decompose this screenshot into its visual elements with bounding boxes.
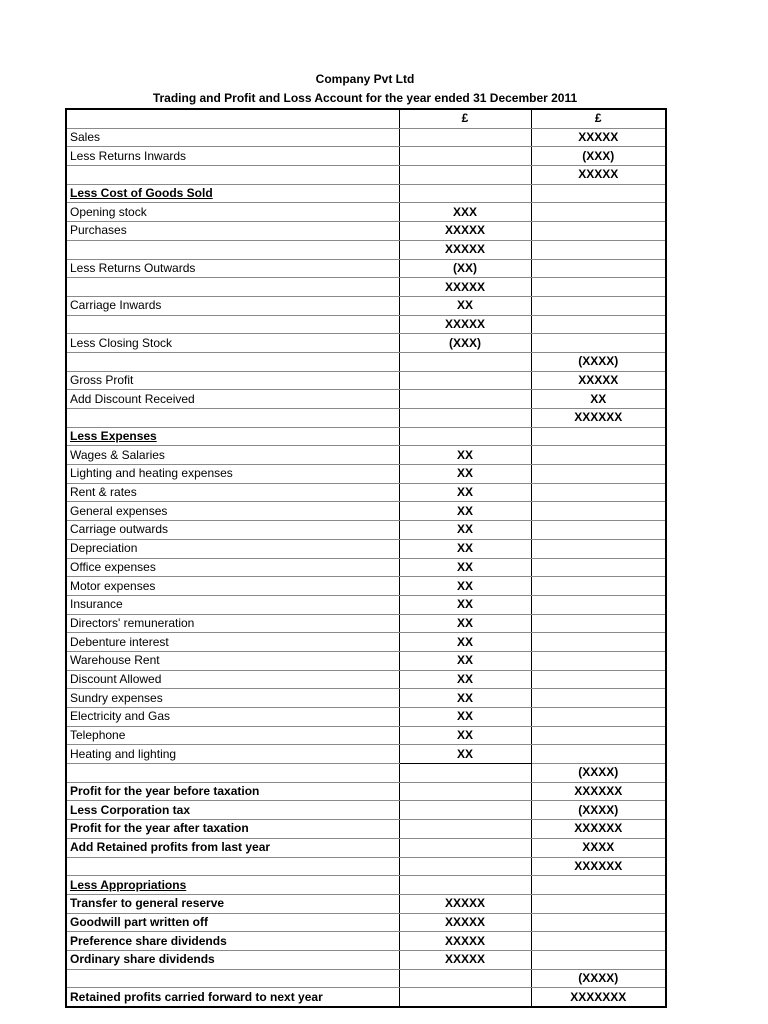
row-amount-col3 [531, 876, 666, 895]
company-name: Company Pvt Ltd [315, 72, 415, 86]
table-row [66, 427, 666, 446]
table-row [66, 352, 666, 371]
row-label: Insurance [66, 595, 399, 614]
row-amount-col3 [531, 446, 666, 465]
row-amount-col2 [399, 988, 531, 1007]
row-amount-col3 [531, 932, 666, 951]
row-amount-col3 [531, 203, 666, 222]
row-amount-col2: XX [399, 633, 531, 652]
table-row [66, 203, 666, 222]
table-row [66, 745, 666, 764]
row-label [66, 352, 399, 371]
table-row [66, 820, 666, 839]
table-row [66, 371, 666, 390]
row-amount-col3 [531, 465, 666, 484]
table-row [66, 782, 666, 801]
row-amount-col2 [399, 782, 531, 801]
row-amount-col3 [531, 726, 666, 745]
row-amount-col3 [531, 240, 666, 259]
row-amount-col2: XX [399, 539, 531, 558]
row-amount-col2: (XXX) [399, 334, 531, 353]
table-row [66, 558, 666, 577]
row-amount-col2: (XX) [399, 259, 531, 278]
row-amount-col2: XX [399, 521, 531, 540]
row-amount-col2: XX [399, 483, 531, 502]
table-row [66, 614, 666, 633]
table-row [66, 446, 666, 465]
row-amount-col3 [531, 296, 666, 315]
row-label: Depreciation [66, 539, 399, 558]
table-row [66, 128, 666, 147]
row-amount-col3: XXXXXX [531, 857, 666, 876]
table-row [66, 988, 666, 1007]
row-label: Less Closing Stock [66, 334, 399, 353]
row-amount-col2: XXXXX [399, 932, 531, 951]
row-label: Less Corporation tax [66, 801, 399, 820]
row-amount-col3 [531, 502, 666, 521]
table-row [66, 334, 666, 353]
row-amount-col2 [399, 166, 531, 185]
row-amount-col2 [399, 427, 531, 446]
table-row [66, 222, 666, 241]
row-amount-col2 [399, 390, 531, 409]
row-label: Purchases [66, 222, 399, 241]
row-amount-col3: XXXXXX [531, 820, 666, 839]
row-label: Sales [66, 128, 399, 147]
table-row [66, 502, 666, 521]
header-currency-col3: £ [531, 109, 666, 128]
row-amount-col3: XXXXX [531, 128, 666, 147]
row-label: Sundry expenses [66, 689, 399, 708]
row-label: Less Expenses [66, 427, 399, 446]
row-amount-col2: XX [399, 708, 531, 727]
row-label: Add Retained profits from last year [66, 838, 399, 857]
row-label: Heating and lighting [66, 745, 399, 764]
row-amount-col2 [399, 147, 531, 166]
row-amount-col2 [399, 371, 531, 390]
row-label [66, 315, 399, 334]
row-amount-col2: XXXXX [399, 894, 531, 913]
row-amount-col2 [399, 876, 531, 895]
table-row [66, 689, 666, 708]
row-amount-col3: (XXXX) [531, 969, 666, 988]
row-label: Discount Allowed [66, 670, 399, 689]
row-amount-col3 [531, 745, 666, 764]
row-amount-col2: XXXXX [399, 278, 531, 297]
row-label: Motor expenses [66, 577, 399, 596]
row-label [66, 969, 399, 988]
row-amount-col2: XXX [399, 203, 531, 222]
row-amount-col2: XX [399, 595, 531, 614]
row-label: Add Discount Received [66, 390, 399, 409]
table-row [66, 651, 666, 670]
table-row [66, 670, 666, 689]
row-label: Debenture interest [66, 633, 399, 652]
row-label [66, 409, 399, 428]
row-amount-col2: XXXXX [399, 913, 531, 932]
row-amount-col2: XXXXX [399, 315, 531, 334]
row-label: Carriage outwards [66, 521, 399, 540]
row-label: Opening stock [66, 203, 399, 222]
row-amount-col2: XX [399, 651, 531, 670]
row-amount-col3: (XXX) [531, 147, 666, 166]
row-amount-col3 [531, 614, 666, 633]
table-row [66, 913, 666, 932]
row-amount-col3 [531, 558, 666, 577]
row-amount-col2: XXXXX [399, 240, 531, 259]
row-label: Wages & Salaries [66, 446, 399, 465]
table-row [66, 857, 666, 876]
table-row [66, 184, 666, 203]
table-row [66, 240, 666, 259]
row-amount-col3 [531, 577, 666, 596]
row-amount-col2: XX [399, 446, 531, 465]
row-amount-col3 [531, 483, 666, 502]
table-row [66, 932, 666, 951]
table-row [66, 633, 666, 652]
table-row [66, 521, 666, 540]
row-amount-col3 [531, 184, 666, 203]
row-amount-col3 [531, 894, 666, 913]
row-amount-col3: XXXX [531, 838, 666, 857]
row-label [66, 764, 399, 783]
row-amount-col2: XX [399, 689, 531, 708]
row-amount-col3: XXXXXX [531, 782, 666, 801]
row-label: Ordinary share dividends [66, 950, 399, 969]
table-row [66, 969, 666, 988]
row-label: Carriage Inwards [66, 296, 399, 315]
row-amount-col3 [531, 633, 666, 652]
table-row [66, 465, 666, 484]
table-row [66, 147, 666, 166]
row-amount-col3 [531, 334, 666, 353]
row-label: Less Appropriations [66, 876, 399, 895]
table-row [66, 838, 666, 857]
table-row [66, 259, 666, 278]
table-row [66, 577, 666, 596]
row-amount-col3: XXXXXX [531, 409, 666, 428]
row-amount-col2: XXXXX [399, 950, 531, 969]
row-label: Telephone [66, 726, 399, 745]
row-amount-col2: XX [399, 296, 531, 315]
header-row [66, 109, 666, 128]
table-row [66, 166, 666, 185]
row-amount-col3: XXXXX [531, 166, 666, 185]
row-amount-col3: (XXXX) [531, 764, 666, 783]
row-amount-col3 [531, 315, 666, 334]
row-amount-col2: XX [399, 745, 531, 764]
row-amount-col3 [531, 689, 666, 708]
row-amount-col2: XX [399, 465, 531, 484]
row-label [66, 240, 399, 259]
row-label: Profit for the year before taxation [66, 782, 399, 801]
row-amount-col3 [531, 595, 666, 614]
row-amount-col2 [399, 184, 531, 203]
row-amount-col2: XX [399, 614, 531, 633]
row-amount-col2: XX [399, 502, 531, 521]
row-label [66, 166, 399, 185]
row-label: Retained profits carried forward to next year [66, 988, 399, 1007]
header-label-cell [66, 109, 399, 128]
row-amount-col2 [399, 764, 531, 783]
row-amount-col3 [531, 651, 666, 670]
table-row [66, 801, 666, 820]
table-row [66, 409, 666, 428]
row-label: Transfer to general reserve [66, 894, 399, 913]
row-label: Directors' remuneration [66, 614, 399, 633]
row-label: Less Returns Outwards [66, 259, 399, 278]
row-label: Gross Profit [66, 371, 399, 390]
row-label: Less Cost of Goods Sold [66, 184, 399, 203]
row-amount-col3: XXXXX [531, 371, 666, 390]
row-amount-col3: XXXXXXX [531, 988, 666, 1007]
table-row [66, 539, 666, 558]
table-row [66, 296, 666, 315]
table-row [66, 726, 666, 745]
table-row [66, 315, 666, 334]
row-amount-col3 [531, 222, 666, 241]
row-amount-col3 [531, 670, 666, 689]
row-amount-col2 [399, 801, 531, 820]
row-amount-col2 [399, 969, 531, 988]
row-label: Profit for the year after taxation [66, 820, 399, 839]
table-row [66, 278, 666, 297]
table-row [66, 950, 666, 969]
row-amount-col2: XX [399, 670, 531, 689]
row-amount-col3 [531, 708, 666, 727]
account-table [65, 108, 667, 1008]
row-amount-col2 [399, 820, 531, 839]
row-label: Less Returns Inwards [66, 147, 399, 166]
row-amount-col2 [399, 352, 531, 371]
row-amount-col3 [531, 539, 666, 558]
row-label: Electricity and Gas [66, 708, 399, 727]
row-label [66, 278, 399, 297]
row-label: Warehouse Rent [66, 651, 399, 670]
row-amount-col3 [531, 950, 666, 969]
row-amount-col2: XXXXX [399, 222, 531, 241]
row-amount-col3: (XXXX) [531, 801, 666, 820]
row-amount-col3 [531, 278, 666, 297]
row-amount-col2 [399, 128, 531, 147]
row-label: Rent & rates [66, 483, 399, 502]
row-label: General expenses [66, 502, 399, 521]
row-amount-col3: (XXXX) [531, 352, 666, 371]
row-amount-col3 [531, 259, 666, 278]
row-label: Preference share dividends [66, 932, 399, 951]
row-amount-col2: XX [399, 558, 531, 577]
row-label [66, 857, 399, 876]
row-amount-col2: XX [399, 726, 531, 745]
statement-title: Trading and Profit and Loss Account for the year ended 31 December 2011 [152, 91, 578, 105]
row-amount-col2: XX [399, 577, 531, 596]
row-amount-col2 [399, 857, 531, 876]
row-label: Goodwill part written off [66, 913, 399, 932]
row-amount-col2 [399, 409, 531, 428]
table-row [66, 390, 666, 409]
table-row [66, 894, 666, 913]
row-amount-col3 [531, 427, 666, 446]
table-row [66, 876, 666, 895]
row-amount-col2 [399, 838, 531, 857]
row-amount-col3 [531, 521, 666, 540]
table-row [66, 708, 666, 727]
row-amount-col3: XX [531, 390, 666, 409]
table-row [66, 764, 666, 783]
row-label: Lighting and heating expenses [66, 465, 399, 484]
header-currency-col2: £ [399, 109, 531, 128]
table-row [66, 595, 666, 614]
row-label: Office expenses [66, 558, 399, 577]
row-amount-col3 [531, 913, 666, 932]
table-row [66, 483, 666, 502]
